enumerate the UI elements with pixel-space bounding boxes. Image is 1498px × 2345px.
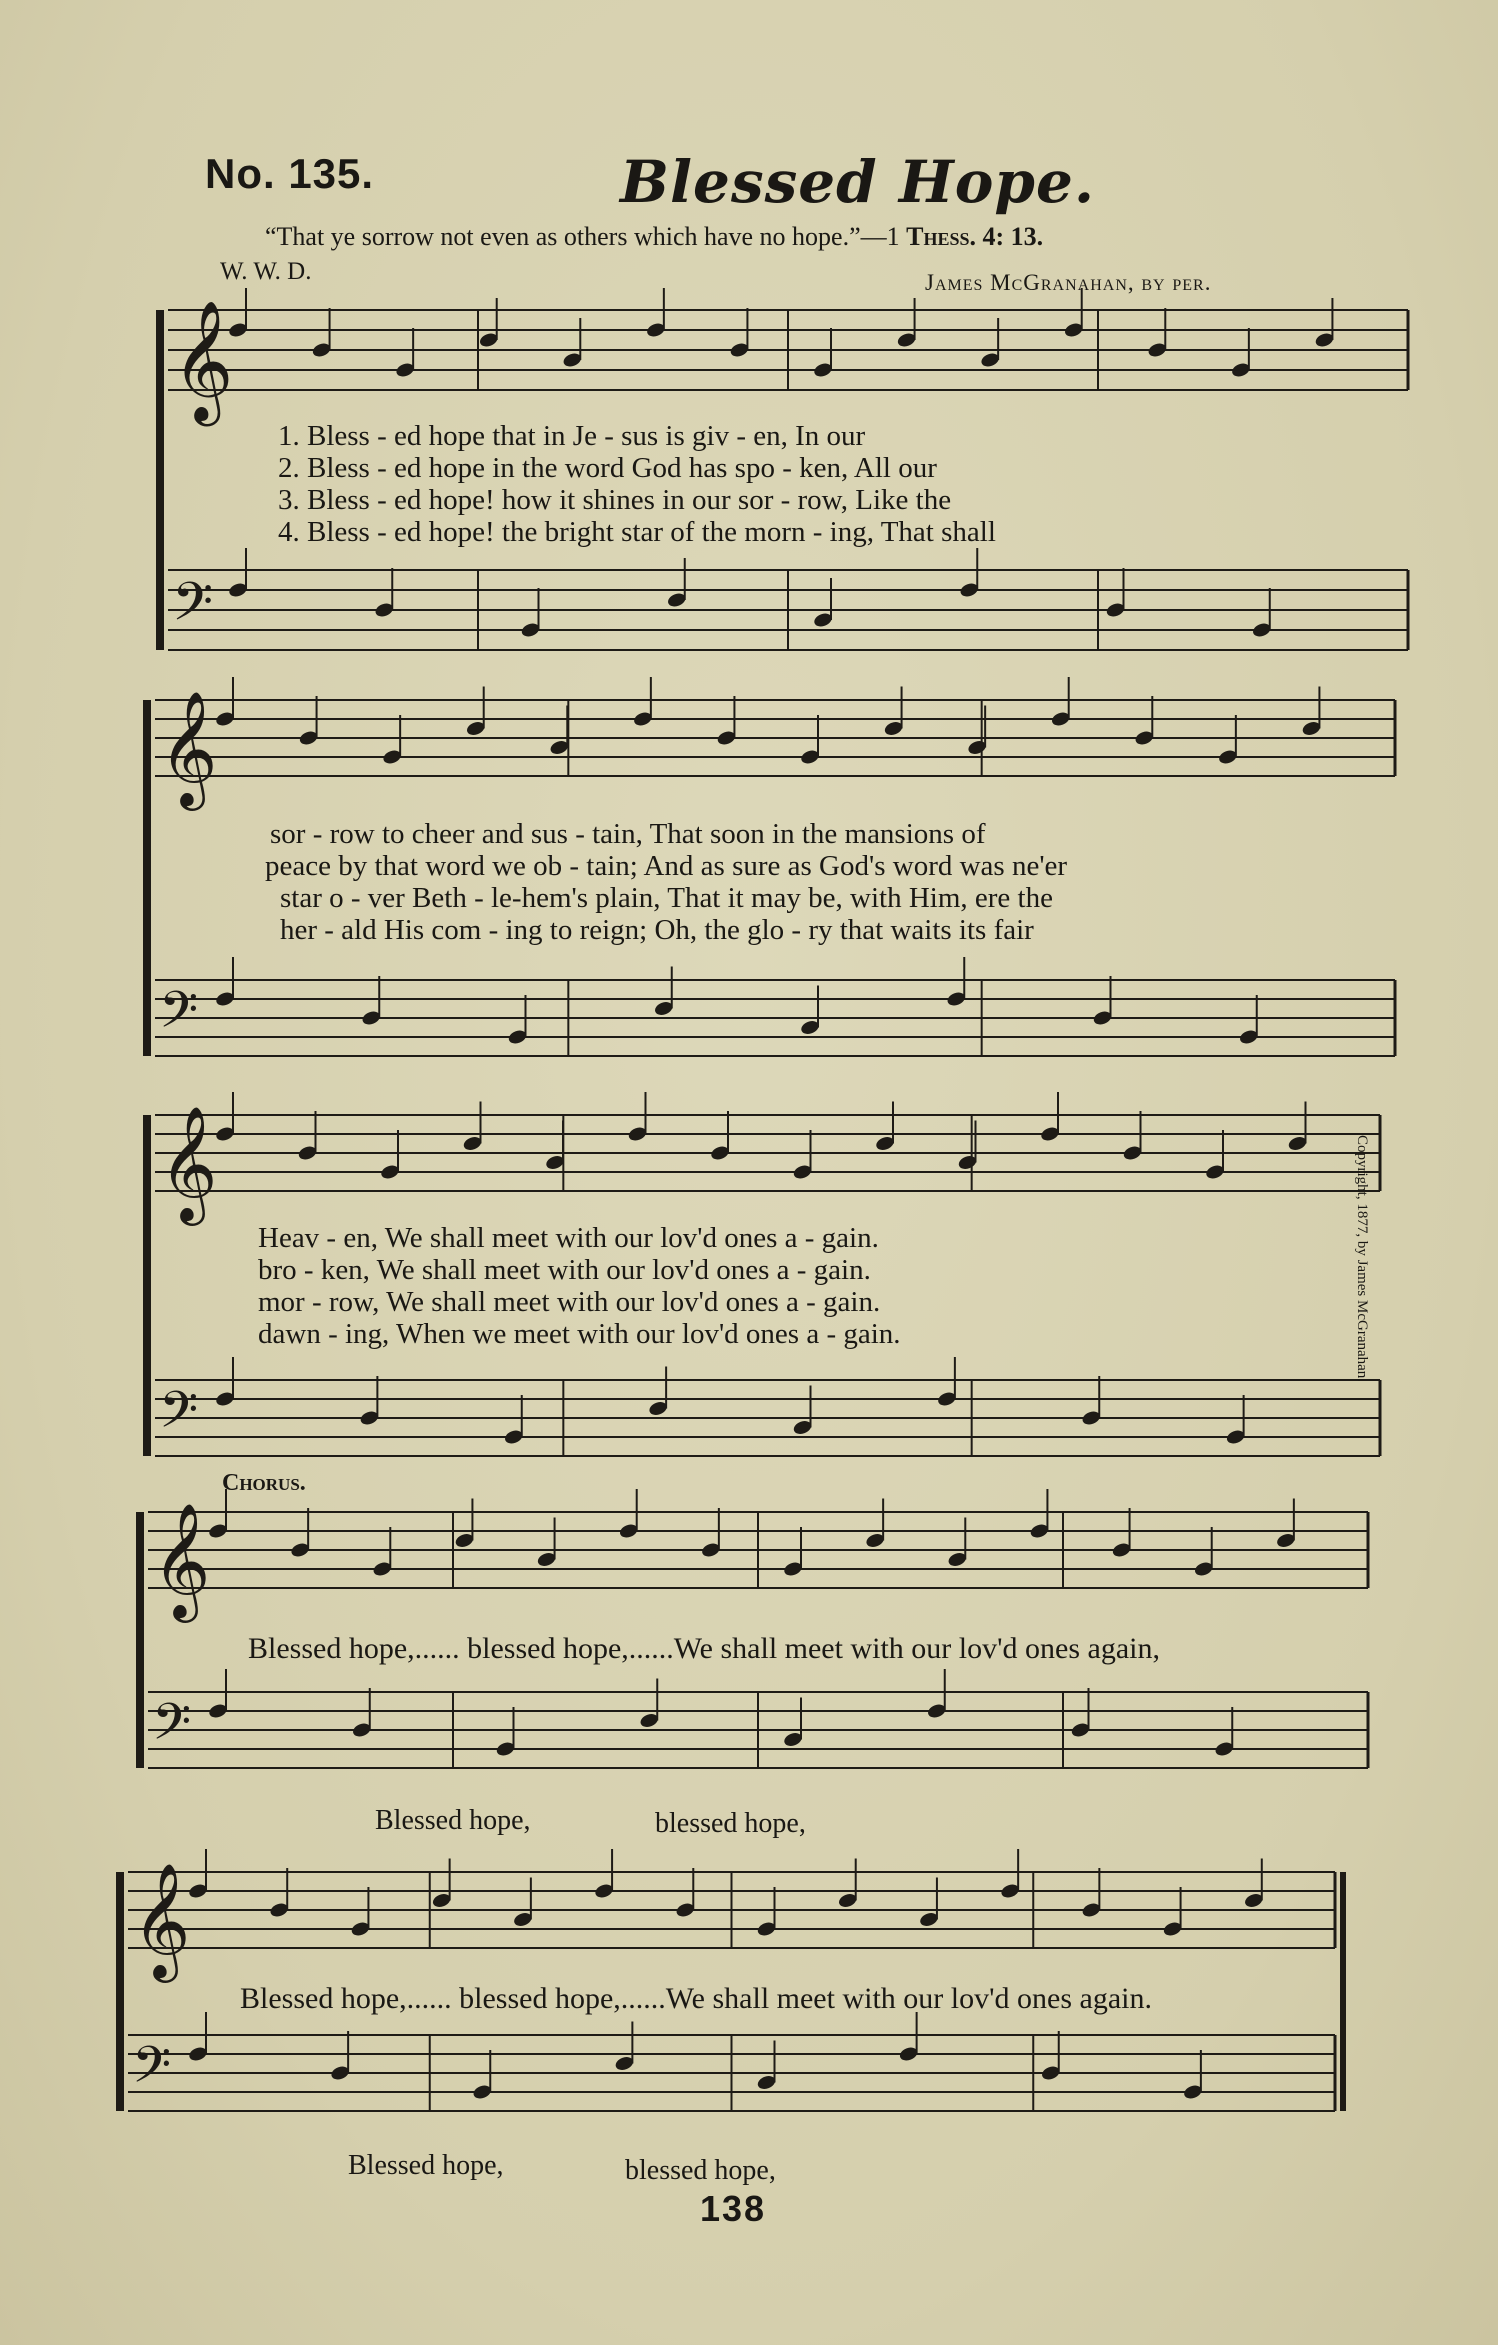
system-4-brace xyxy=(136,1512,144,1768)
system-3-brace xyxy=(143,1115,151,1456)
verse-3-line-3: mor - row, We shall meet with our lov'd ones a - gain. xyxy=(258,1286,881,1318)
verse-4-line-2: her - ald His com - ing to reign; Oh, the glo - ry that waits its fair xyxy=(280,914,1034,946)
system-1-bass-clef-icon: 𝄢 xyxy=(172,572,214,646)
verse-4-line-1: 4. Bless - ed hope! the bright star of the morn - ing, That shall xyxy=(278,516,996,548)
verse-1-line-1: 1. Bless - ed hope that in Je - sus is giv - en, In our xyxy=(278,420,866,452)
hymn-title: Blessed Hope. xyxy=(620,148,1096,216)
verse-4-line-3: dawn - ing, When we meet with our lov'd ones a - gain. xyxy=(258,1318,901,1350)
chorus-line-2: Blessed hope,...... blessed hope,......We shall meet with our lov'd ones again. xyxy=(240,1982,1152,2015)
system-1-treble-clef-icon: 𝄞 xyxy=(172,299,234,421)
lyricist-credit: W. W. D. xyxy=(220,258,312,285)
system-3-treble-clef-icon: 𝄞 xyxy=(159,1106,218,1221)
verse-3-line-2: star o - ver Beth - le-hem's plain, That it may be, with Him, ere the xyxy=(280,882,1053,914)
hymn-number: No. 135. xyxy=(205,150,375,197)
system-5-bass-clef-icon: 𝄢 xyxy=(132,2037,172,2107)
system-3-bass-clef-icon: 𝄢 xyxy=(159,1382,199,1452)
system-5-brace xyxy=(116,1872,124,2111)
verse-2-line-3: bro - ken, We shall meet with our lov'd ones a - gain. xyxy=(258,1254,871,1286)
composer-credit: James McGranahan, by per. xyxy=(925,270,1212,295)
verse-1-line-3: Heav - en, We shall meet with our lov'd ones a - gain. xyxy=(258,1222,879,1254)
verse-1-line-2: sor - row to cheer and sus - tain, That soon in the mansions of xyxy=(270,818,986,850)
system-2-brace xyxy=(143,700,151,1056)
system-4-treble-clef-icon: 𝄞 xyxy=(152,1503,211,1618)
copyright-notice: Copyright, 1877, by James McGranahan. xyxy=(1354,1135,1370,1383)
verse-2-line-1: 2. Bless - ed hope in the word God has spo - ken, All our xyxy=(278,452,937,484)
final-double-barline xyxy=(1340,1872,1346,2111)
verse-3-line-1: 3. Bless - ed hope! how it shines in our sor - row, Like the xyxy=(278,484,952,516)
chorus-bass-2a: Blessed hope, xyxy=(348,2150,504,2181)
system-2-bass-clef-icon: 𝄢 xyxy=(159,982,199,1052)
epigraph-reference: Thess. 4: 13. xyxy=(906,222,1044,251)
epigraph-text: “That ye sorrow not even as others which have no hope.”—1 xyxy=(265,222,900,251)
system-5-treble-clef-icon: 𝄞 xyxy=(132,1863,191,1978)
page-number: 138 xyxy=(700,2188,767,2229)
verse-2-line-2: peace by that word we ob - tain; And as sure as God's word was ne'er xyxy=(265,850,1068,882)
chorus-bass-1a: Blessed hope, xyxy=(375,1805,531,1836)
system-1-brace xyxy=(156,310,164,650)
system-4-bass-clef-icon: 𝄢 xyxy=(152,1694,192,1764)
chorus-line-1: Blessed hope,...... blessed hope,......We shall meet with our lov'd ones again, xyxy=(248,1632,1160,1665)
chorus-bass-2b: blessed hope, xyxy=(625,2155,776,2186)
system-2-treble-clef-icon: 𝄞 xyxy=(159,691,218,806)
chorus-label: Chorus. xyxy=(222,1470,306,1496)
chorus-bass-1b: blessed hope, xyxy=(655,1808,806,1839)
